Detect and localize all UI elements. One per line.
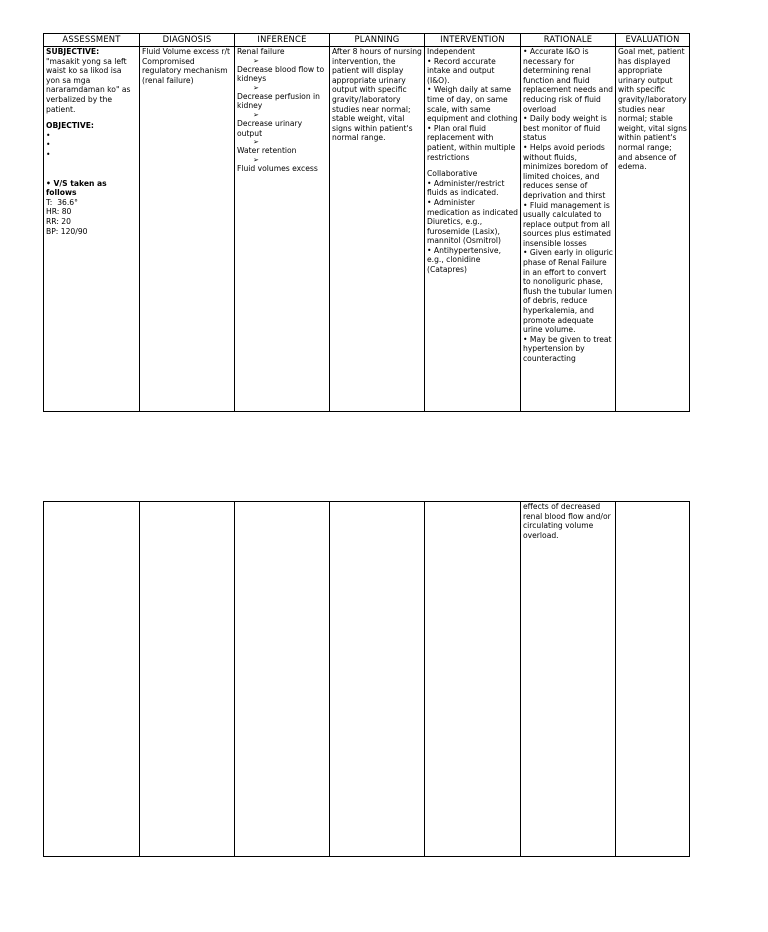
- arrow-icon: ➢: [253, 155, 259, 164]
- inference-item: Water retention: [237, 146, 297, 156]
- intervention-item: • Weigh daily at same time of day, on same scale, with same equipment and clothing: [427, 85, 518, 124]
- diagnosis-cell: [140, 47, 235, 412]
- vital-blood-pressure: BP: 120/90: [46, 226, 88, 236]
- diagnosis-cell: [140, 502, 235, 857]
- arrow-icon: ➢: [253, 110, 259, 119]
- subjective-label: SUBJECTIVE:: [46, 47, 100, 56]
- intervention-cell: [425, 502, 521, 857]
- intervention-item: • Administer medication as indicated Diuretics, e.g., furosemide (Lasix), mannitol (Osmitrol): [427, 197, 521, 246]
- subjective-text: "masakit yong sa left waist ko sa likod isa yon sa mga nararamdaman ko" as verbalized by the patient.: [46, 56, 133, 114]
- rationale-item: • Fluid management is usually calculated to replace output from all sources plus estimated insensible losses: [523, 200, 614, 248]
- rationale-item: • May be given to treat hypertension by counteracting: [523, 334, 614, 363]
- evaluation-cell: [616, 47, 690, 412]
- header-intervention: INTERVENTION: [425, 34, 521, 47]
- objective-bullet: •: [46, 149, 51, 159]
- header-row: [44, 34, 690, 47]
- arrow-icon: ➢: [253, 56, 259, 65]
- rationale-item: • Accurate I&O is necessary for determining renal function and fluid replacement needs and reducing risk of fluid overload: [523, 47, 616, 114]
- planning-text: After 8 hours of nursing intervention, the patient will display appropriate urinary output with specific gravity/laboratory studies near normal; stable weight, vital signs within patient's normal range.: [332, 47, 425, 143]
- collaborative-label: Collaborative: [427, 169, 478, 179]
- planning-cell: [330, 47, 425, 412]
- rationale-cell: [521, 502, 616, 857]
- assessment-cell: [44, 47, 140, 412]
- vital-signs-label: • V/S taken as follows: [46, 178, 110, 198]
- intervention-item: • Record accurate intake and output (I&O).: [427, 56, 499, 85]
- vital-temperature: T: 36.6°: [46, 197, 78, 207]
- intervention-item: • Plan oral fluid replacement with patient, within multiple restrictions: [427, 123, 518, 162]
- vital-heart-rate: HR: 80: [46, 207, 72, 217]
- planning-cell: [330, 502, 425, 857]
- header-planning: PLANNING: [330, 34, 425, 47]
- content-row: [44, 47, 690, 412]
- rationale-item: • Given early in oliguric phase of Renal Failure in an effort to convert to nonoliguric phase, flush the tubular lumen of debris, reduce hyperkalemia, and promote adequate urine volume.: [523, 248, 616, 335]
- inference-cell: [235, 47, 330, 412]
- rationale-continuation: effects of decreased renal blood flow and/or circulating volume overload.: [523, 502, 614, 540]
- header-diagnosis: DIAGNOSIS: [140, 34, 235, 47]
- header-rationale: RATIONALE: [521, 34, 616, 47]
- intervention-item: • Antihypertensive, e.g., clonidine (Catapres): [427, 245, 504, 275]
- objective-bullet: •: [46, 130, 51, 140]
- continuation-row: [44, 502, 690, 857]
- vital-respiratory-rate: RR: 20: [46, 216, 71, 226]
- header-assessment: ASSESSMENT: [44, 34, 140, 47]
- evaluation-cell: [616, 502, 690, 857]
- inference-item: Decrease perfusion in kidney: [237, 91, 323, 111]
- inference-item: Decrease blood flow to kidneys: [237, 64, 327, 84]
- rationale-item: • Helps avoid periods without fluids, minimizes boredom of limited choices, and reduces sense of deprivation and thirst: [523, 142, 611, 200]
- assessment-cell: [44, 502, 140, 857]
- inference-cell: [235, 502, 330, 857]
- intervention-cell: [425, 47, 521, 412]
- rationale-cell: [521, 47, 616, 412]
- diagnosis-text: Fluid Volume excess r/t Compromised regulatory mechanism (renal failure): [142, 47, 233, 85]
- care-plan-table-page-2: [43, 501, 690, 857]
- arrow-icon: ➢: [253, 138, 259, 147]
- intervention-item: • Administer/restrict fluids as indicated.: [427, 178, 507, 198]
- inference-item: Fluid volumes excess: [237, 163, 318, 173]
- objective-label: OBJECTIVE:: [46, 121, 94, 131]
- header-inference: INFERENCE: [235, 34, 330, 47]
- evaluation-text: Goal met, patient has displayed appropriate urinary output with specific gravity/laboratory studies near normal; stable weight, vital signs within patient's normal range; and absence of edema.: [618, 47, 690, 172]
- inference-item: Renal failure: [237, 47, 285, 56]
- independent-label: Independent: [427, 47, 476, 56]
- objective-bullet: •: [46, 140, 51, 150]
- care-plan-table-page-1: [43, 33, 690, 412]
- header-evaluation: EVALUATION: [616, 34, 690, 47]
- inference-item: Decrease urinary output: [237, 118, 305, 138]
- arrow-icon: ➢: [253, 83, 259, 92]
- rationale-item: • Daily body weight is best monitor of fluid status: [523, 114, 610, 143]
